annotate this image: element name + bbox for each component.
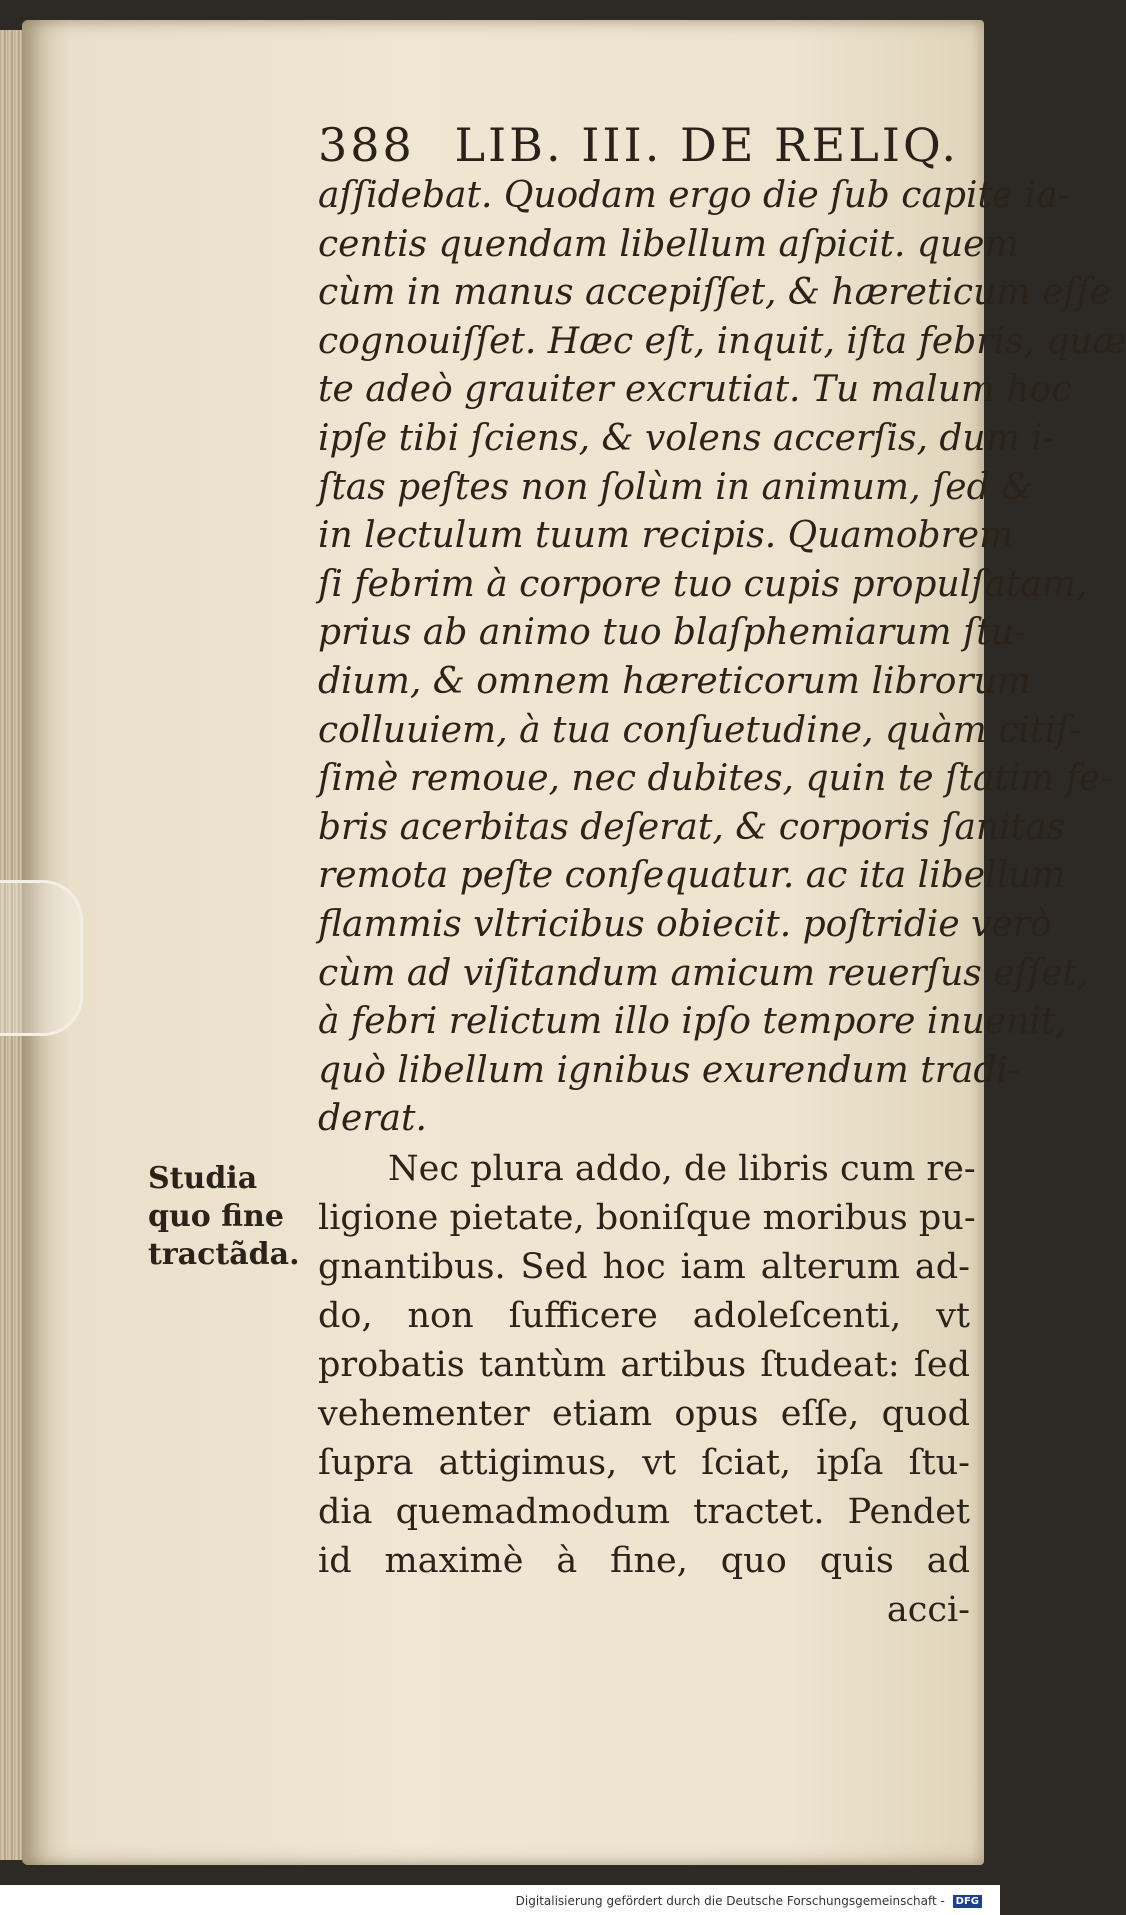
text-line: dia quemadmodum tractet. Pendet bbox=[318, 1492, 970, 1532]
text-line: flammis vltricibus obiecit. poſtridie verò bbox=[318, 903, 1052, 945]
text-line: ipſe tibi ſciens, & volens accerſis, dum i- bbox=[318, 417, 1055, 459]
text-line: id maximè à fine, quo quis ad bbox=[318, 1541, 970, 1581]
text-line: derat. bbox=[318, 1098, 427, 1140]
italic-paragraph bbox=[318, 172, 1126, 1144]
text-line: cùm ad viſitandum amicum reuerſus eſſet, bbox=[318, 952, 1089, 994]
digitization-footer bbox=[0, 1885, 1000, 1915]
margin-note-line: tractãda. bbox=[148, 1237, 300, 1272]
roman-paragraph bbox=[318, 1145, 976, 1635]
text-line: te adeò grauiter excrutiat. Tu malum hoc bbox=[318, 369, 1072, 411]
text-line: bris acerbitas deſerat, & corporis ſanitas bbox=[318, 806, 1066, 848]
text-line: colluuiem, à tua conſuetudine, quàm citiſ- bbox=[318, 709, 1082, 751]
dfg-logo: DFG bbox=[953, 1895, 982, 1908]
margin-note bbox=[148, 1160, 300, 1274]
running-title: LIB. III. DE RELIQ. bbox=[454, 118, 960, 172]
margin-note-line: Studia bbox=[148, 1161, 258, 1196]
text-line: in lectulum tuum recipis. Quamobrem bbox=[318, 515, 1014, 557]
text-line: cognouiſſet. Hæc eſt, inquit, iſta febris, quæ bbox=[318, 320, 1126, 362]
text-line: à febri relictum illo ipſo tempore inuenit, bbox=[318, 1001, 1067, 1043]
text-line: ſupra attigimus, vt ſciat, ipſa ſtu- bbox=[318, 1443, 970, 1483]
funding-credit: Digitalisierung gefördert durch die Deutsche Forschungsgemeinschaft - bbox=[515, 1894, 945, 1908]
text-line: do, non ſufficere adoleſcenti, vt bbox=[318, 1296, 970, 1336]
page-clip bbox=[0, 880, 83, 1036]
running-header bbox=[318, 118, 959, 172]
text-line: remota peſte conſequatur. ac ita libellum bbox=[318, 855, 1066, 897]
text-line: probatis tantùm artibus ſtudeat: ſed bbox=[318, 1345, 970, 1385]
text-line: ſi febrim à corpore tuo cupis propulſatam, bbox=[318, 563, 1088, 605]
text-line: gnantibus. Sed hoc iam alterum ad- bbox=[318, 1247, 970, 1287]
text-line: dium, & omnem hæreticorum librorum bbox=[318, 660, 1031, 702]
page-number: 388 bbox=[318, 118, 415, 172]
text-line: Nec plura addo, de libris cum re- bbox=[388, 1149, 976, 1189]
text-line: cùm in manus accepiſſet, & hæreticum eſſe bbox=[318, 272, 1112, 314]
text-line: centis quendam libellum aſpicit. quem bbox=[318, 223, 1019, 265]
margin-note-line: quo fine bbox=[148, 1199, 284, 1234]
text-line: ligione pietate, boniſque moribus pu- bbox=[318, 1198, 976, 1238]
text-line: quò libellum ignibus exurendum tradi- bbox=[318, 1049, 1021, 1091]
catchword: acci- bbox=[886, 1590, 970, 1630]
text-line: aſſidebat. Quodam ergo die ſub capite ia- bbox=[318, 175, 1070, 216]
text-line: ſtas peſtes non ſolùm in animum, ſed & bbox=[318, 466, 1034, 508]
text-line: vehementer etiam opus eſſe, quod bbox=[318, 1394, 970, 1434]
text-line: ſimè remoue, nec dubites, quin te ſtatim fe- bbox=[318, 758, 1113, 800]
text-line: prius ab animo tuo blaſphemiarum ſtu- bbox=[318, 612, 1027, 654]
